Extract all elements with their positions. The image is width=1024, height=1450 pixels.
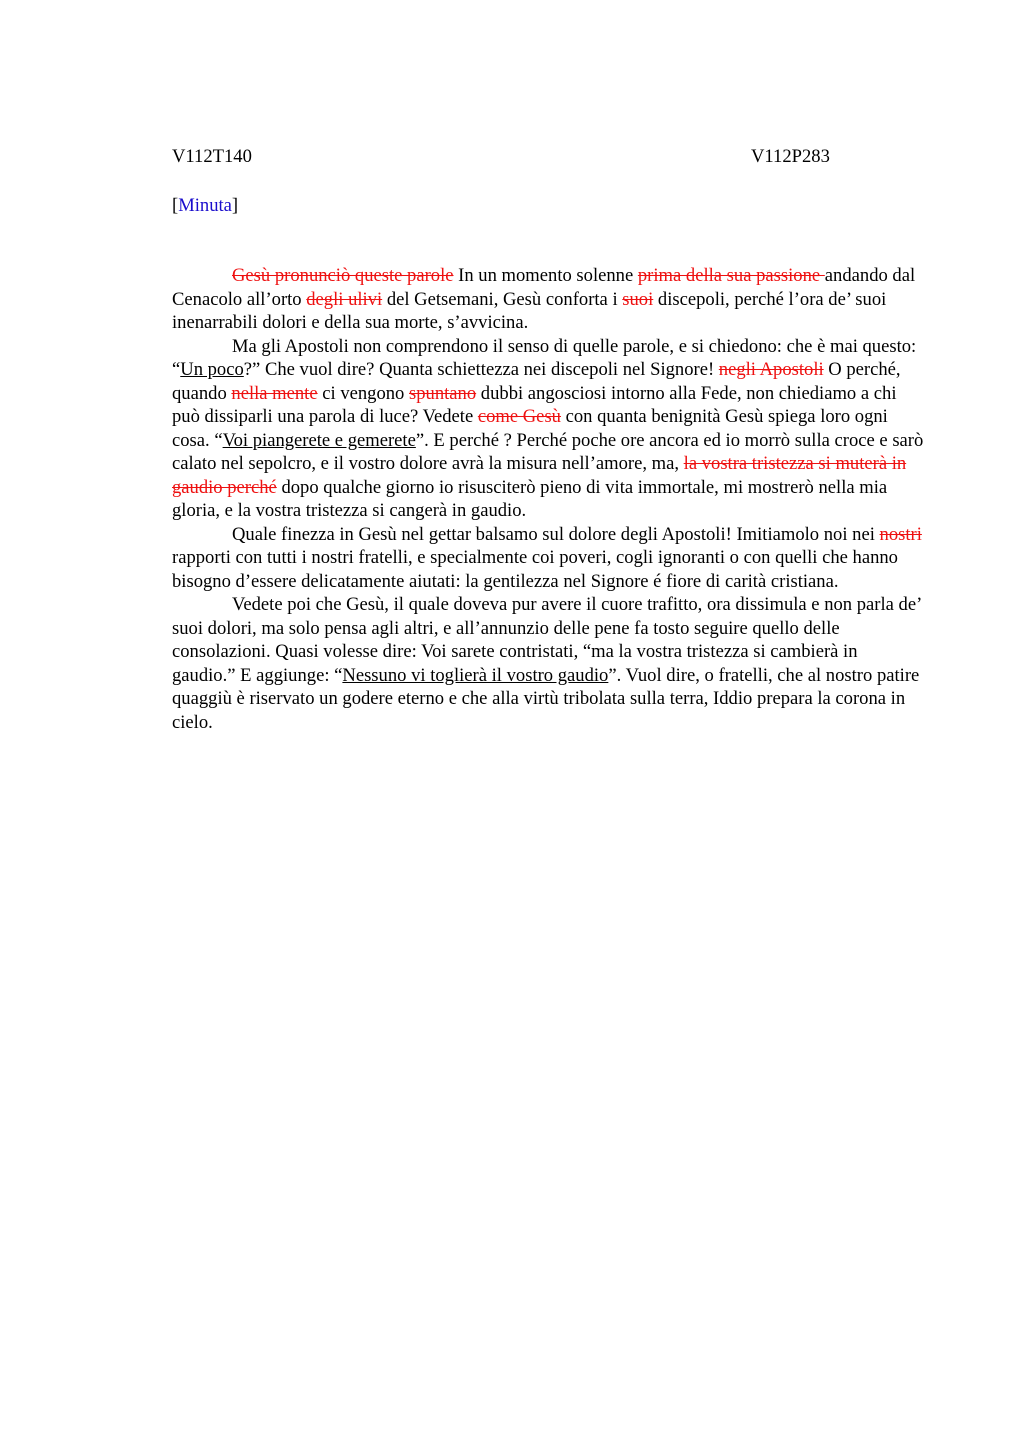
deleted-text: nella mente [231, 382, 318, 404]
deleted-text: degli ulivi [306, 288, 383, 310]
paragraph [172, 523, 924, 594]
text-run: del Getsemani, Gesù conforta i [382, 288, 623, 310]
text-run: ?” Che vuol dire? Quanta schiettezza nei discepoli nel Signore! [243, 359, 719, 380]
paragraph [172, 593, 924, 734]
text-run: discepoli, perché l’ora de’ suoi inenarrabili dolori e della sua morte, s’avvicina. [172, 288, 887, 333]
text-run: andando dal Cenacolo all’orto [172, 265, 916, 310]
document-header [172, 146, 924, 170]
deleted-text: come Gesù [477, 406, 561, 427]
deleted-text: spuntano [409, 382, 477, 404]
text-run: dopo qualche giorno io risusciterò pieno di vita immortale, mi mostrerò nella mia gloria, e la vostra tristezza si cangerà in gaudio. [172, 476, 888, 521]
underlined-text: Un poco [180, 359, 244, 380]
tag-close-bracket: ] [231, 195, 239, 216]
minuta-link[interactable]: Minuta [178, 195, 232, 216]
deleted-text: prima della sua passione [637, 265, 825, 286]
paragraph [172, 335, 924, 523]
text-run: con quanta benignità Gesù spiega loro ogni cosa. “ [172, 406, 888, 451]
underlined-text: Nessuno vi toglierà il vostro gaudio [342, 664, 609, 686]
tag-open-bracket: [ [172, 195, 179, 216]
deleted-text: nostri [879, 523, 922, 545]
text-run: ”. Vuol dire, o fratelli, che al nostro patire quaggiù è riservato un godere eterno e che alla virtù tribolata sulla terra, Iddio prepara la corona in cielo. [172, 664, 920, 733]
text-run: rapporti con tutti i nostri fratelli, e specialmente coi poveri, cogli ignoranti o con quelli che hanno bisogno d’essere delicatamente aiutati: la gentilezza nel Signore é fiore di carità cristiana. [172, 547, 898, 592]
underlined-text: Voi piangerete e gemerete [222, 429, 416, 451]
deleted-text: la vostra tristezza si muterà in gaudio perché [172, 453, 907, 498]
text-run: In un momento solenne [453, 265, 638, 286]
document-body [172, 264, 924, 734]
deleted-text: Gesù pronunciò queste parole [232, 265, 454, 286]
text-run: Vedete poi che Gesù, il quale doveva pur avere il cuore trafitto, ora dissimula e non parla de’ suoi dolori, ma solo pensa agli altri, e all’annunzio delle pene fa tosto seguire quello delle consolazioni. Quasi volesse dire: Voi sarete contristati, “ma la vostra tristezza si cambierà in gaudio.” E aggiunge: “ [172, 594, 921, 686]
text-run: O perché, quando [172, 359, 901, 404]
document-code-right: V112P283 [751, 146, 830, 167]
text-run: ci vengono [317, 382, 410, 404]
paragraph [172, 264, 924, 335]
document-code-left: V112T140 [172, 146, 252, 167]
text-run: Ma gli Apostoli non comprendono il senso di quelle parole, e si chiedono: che è mai questo: “ [172, 335, 917, 380]
document-type-tag [172, 195, 238, 217]
text-run: ”. E perché ? Perché poche ore ancora ed io morrò sulla croce e sarò calato nel sepolcro, e il vostro dolore avrà la misura nell’amore, ma, [172, 429, 924, 474]
deleted-text: negli Apostoli [718, 359, 824, 380]
deleted-text: suoi [622, 288, 654, 310]
text-run: dubbi angosciosi intorno alla Fede, non chiediamo a chi può dissiparli una parola di luce? Vedete [172, 382, 897, 427]
text-run: Quale finezza in Gesù nel gettar balsamo sul dolore degli Apostoli! Imitiamolo noi nei [232, 523, 880, 545]
